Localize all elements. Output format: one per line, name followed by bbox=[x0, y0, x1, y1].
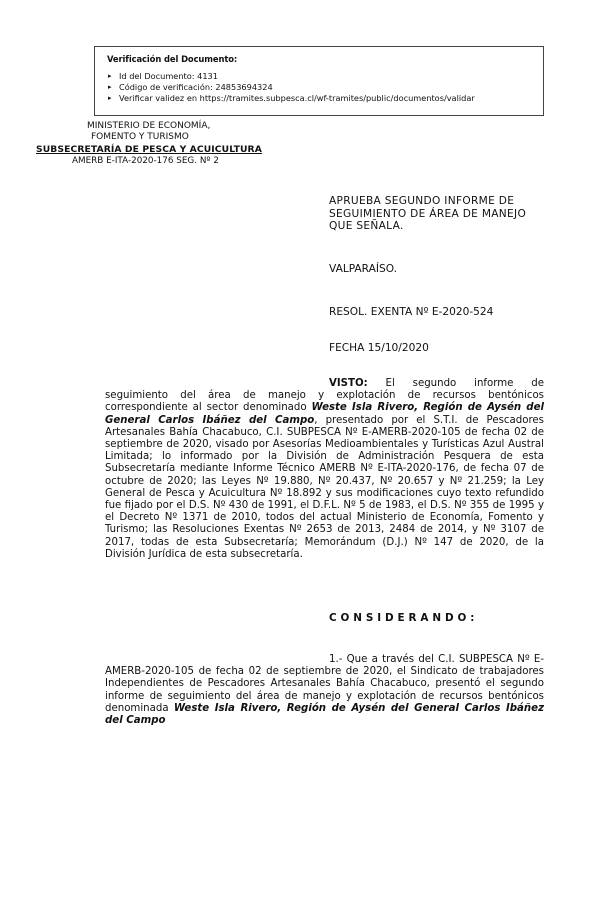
visto-text-2: , presentado por el S.T.I. de Pescadores Artesanales Bahía Chacabuco, C.I. SUBPESCA Nº E-AMERB-2020-105 de fecha 02 de septiembre de 2020, visado por Asesorías Medioambientales y Turísticas Azul Austral Limitada; lo informado por la División de Administración Pesquera de esta Subsecretaría mediante Informe Técnico AMERB Nº E-ITA-2020-176, de fecha 07 de octubre de 2020; las Leyes Nº 19.880, Nº 20.437, Nº 20.657 y Nº 21.259; la Ley General de Pesca y Acuicultura Nº 18.892 y sus modificaciones cuyo texto refundido fue fijado por el D.S. Nº 430 de 1991, el D.F.L. Nº 5 de 1983, el D.S. Nº 355 de 1995 y el Decreto Nº 1371 de 2010, todos del actual Ministerio de Economía, Fomento y Turismo; las Resoluciones Exentas Nº 2653 de 2013, 2484 de 2014, y Nº 3107 de 2017, todas de esta Subsecretaría; Memorándum (D.J.) Nº 147 de 2020, de la División Jurídica de esta subsecretaría. bbox=[105, 414, 544, 560]
verification-title: Verificación del Documento: bbox=[107, 54, 238, 64]
verification-box bbox=[94, 46, 544, 116]
point-1-area-name: Weste Isla Rivero, Región de Aysén del General Carlos Ibáñez del Campo bbox=[105, 702, 545, 727]
visto-text-1: El segundo informe de seguimiento del área de manejo y explotación de recursos bentónicos correspondiente al sector denominado bbox=[105, 378, 544, 414]
resolution-subject bbox=[329, 195, 544, 233]
document-reference: AMERB E-ITA-2020-176 SEG. Nº 2 bbox=[72, 156, 219, 166]
undersecretariat-name: SUBSECRETARÍA DE PESCA Y ACUICULTURA bbox=[36, 144, 262, 155]
subject-line: APRUEBA SEGUNDO INFORME DE bbox=[329, 195, 515, 207]
verification-document-id: ▸ Id del Documento: 4131 bbox=[107, 71, 543, 82]
visto-label: VISTO: bbox=[329, 378, 368, 389]
verification-code: ▸ Código de verificación: 24853694324 bbox=[107, 82, 543, 93]
ministry-line-1: MINISTERIO DE ECONOMÍA, bbox=[87, 121, 211, 131]
considerando-point-1 bbox=[105, 654, 544, 727]
verification-list bbox=[107, 71, 543, 104]
ministry-line-2: FOMENTO Y TURISMO bbox=[91, 132, 189, 142]
verification-url[interactable]: ▸ Verificar validez en https://tramites.subpesca.cl/wf-tramites/public/documentos/validar bbox=[107, 93, 543, 104]
subject-line: SEGUIMIENTO DE ÁREA DE MANEJO bbox=[329, 207, 527, 220]
visto-area-name: Weste Isla Rivero, Región de Aysén del General Carlos Ibáñez del Campo bbox=[105, 402, 544, 426]
resolution-date: FECHA 15/10/2020 bbox=[329, 342, 429, 354]
place: VALPARAÍSO. bbox=[329, 263, 397, 275]
subject-line: QUE SEÑALA. bbox=[329, 220, 404, 233]
considerando-heading: CONSIDERANDO: bbox=[329, 612, 479, 624]
resolution-number: RESOL. EXENTA Nº E-2020-524 bbox=[329, 306, 494, 318]
visto-paragraph bbox=[105, 378, 544, 561]
point-1-text: 1.- Que a través del C.I. SUBPESCA Nº E-AMERB-2020-105 de fecha 02 de septiembre de 2020, el Sindicato de trabajadores Independientes de Pescadores Artesanales Bahía Chacabuco, presentó el segundo informe de seguimiento del área de manejo y explotación de recursos bentónicos denominada bbox=[105, 654, 544, 714]
